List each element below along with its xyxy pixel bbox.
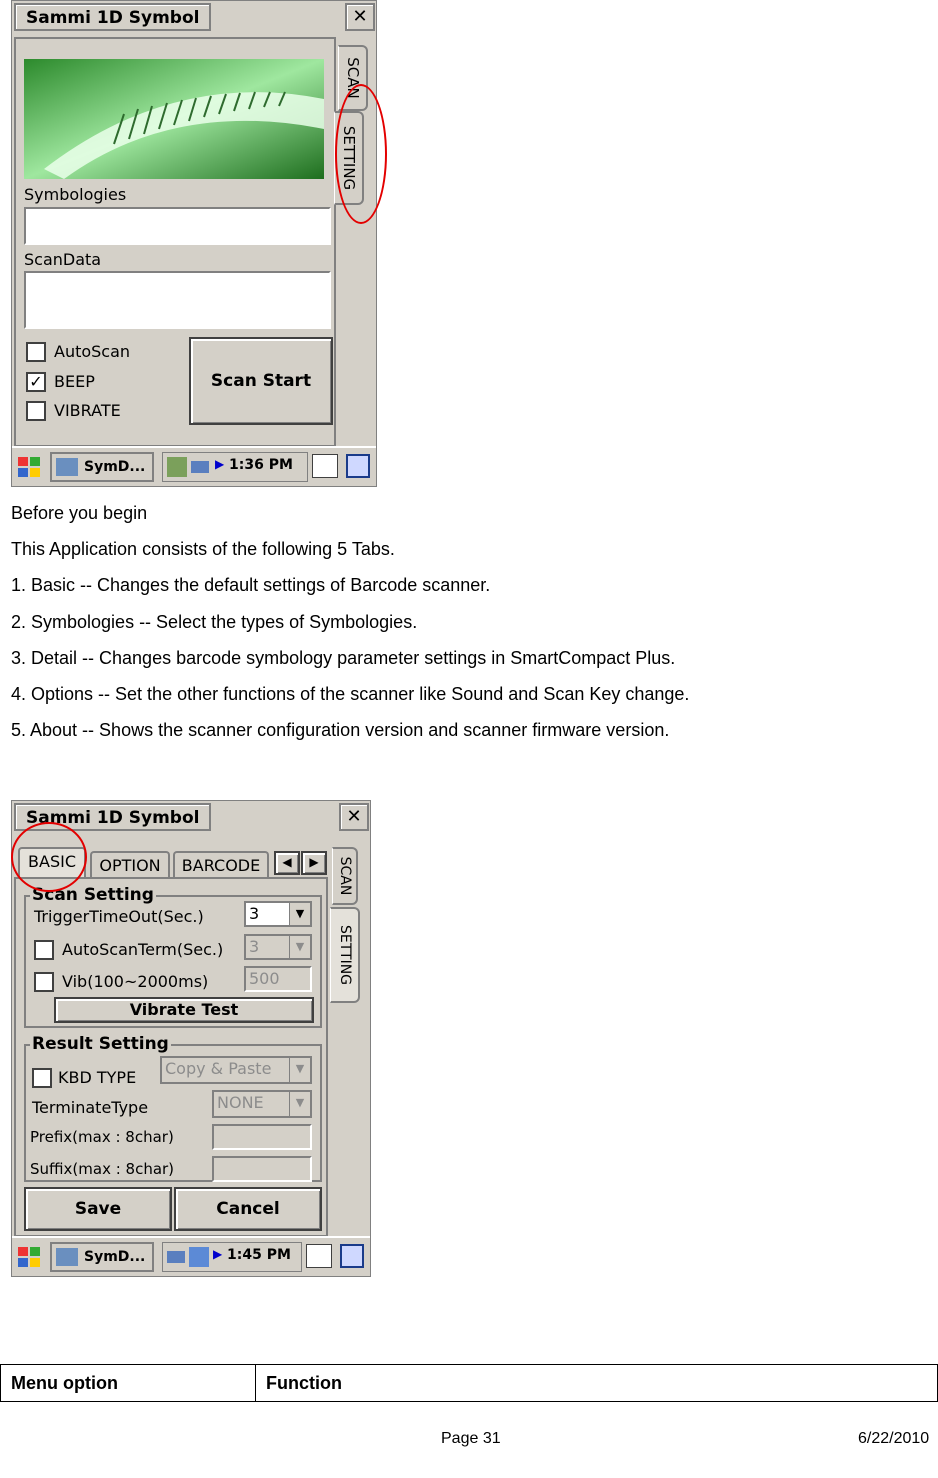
tab-setting-label: SETTING	[336, 924, 353, 986]
start-icon[interactable]	[16, 454, 42, 480]
tray-area	[162, 452, 308, 482]
intro-item: 3. Detail -- Changes barcode symbology parameter settings in SmartCompact Plus.	[11, 648, 676, 668]
taskbar	[12, 446, 376, 486]
suffix-label: Suffix(max : 8char)	[30, 1160, 175, 1178]
page-number: Page 31	[441, 1430, 501, 1447]
result-setting-group	[24, 1034, 322, 1182]
start-icon[interactable]	[16, 1244, 42, 1270]
tab-scan-label: SCAN	[336, 856, 353, 896]
beep-checkbox[interactable]: ✓	[26, 372, 46, 392]
suffix-field	[212, 1156, 312, 1182]
tab-scan-label: SCAN	[343, 57, 362, 99]
autoscan-term-checkbox[interactable]	[34, 940, 54, 960]
tab-barcode[interactable]: BARCODE	[173, 851, 269, 877]
close-button[interactable]: ✕	[339, 803, 369, 831]
tray-arrow-icon[interactable]: ▶	[215, 457, 225, 471]
taskbar-time: 1:36 PM	[229, 457, 293, 473]
menu-option-header: Menu option	[1, 1365, 256, 1402]
result-setting-title: Result Setting	[32, 1034, 169, 1054]
scandata-label: ScanData	[24, 250, 102, 269]
chevron-down-icon: ▼	[289, 903, 310, 925]
close-button[interactable]: ✕	[345, 3, 375, 31]
autoscan-term-value: 3	[249, 937, 260, 956]
taskbar-app-label: SymD...	[84, 1249, 146, 1265]
tray-network-icon[interactable]	[167, 457, 187, 477]
tab-basic[interactable]: BASIC	[18, 847, 86, 877]
chevron-down-icon: ▼	[289, 1092, 310, 1116]
scan-setting-group	[24, 885, 322, 1028]
kbd-type-checkbox[interactable]	[32, 1068, 52, 1088]
symbologies-label: Symbologies	[24, 185, 127, 204]
vib-value: 500	[249, 969, 280, 988]
vibrate-checkbox[interactable]	[26, 401, 46, 421]
scan-setting-title: Scan Setting	[32, 885, 154, 905]
taskbar	[12, 1236, 370, 1276]
document-date: 6/22/2010	[858, 1430, 930, 1447]
taskbar-app-label: SymD...	[84, 459, 146, 475]
vibrate-test-button[interactable]: Vibrate Test	[54, 997, 314, 1023]
terminate-type-label: TerminateType	[32, 1098, 149, 1117]
pen-input-icon[interactable]	[312, 454, 338, 478]
screenshot-scan-window	[11, 0, 377, 487]
vib-field	[244, 966, 312, 992]
trigger-timeout-label: TriggerTimeOut(Sec.)	[34, 907, 204, 926]
content-panel	[14, 37, 336, 447]
trigger-timeout-value: 3	[249, 904, 260, 923]
function-header: Function	[256, 1365, 938, 1402]
basic-panel	[14, 877, 328, 1237]
tray-area	[162, 1242, 302, 1272]
annotation-circle-basic	[11, 822, 87, 892]
scandata-field[interactable]	[24, 271, 331, 329]
autoscan-term-select	[244, 934, 312, 960]
intro-item: 4. Options -- Set the other functions of the scanner like Sound and Scan Key change.	[11, 684, 690, 704]
autoscan-checkbox[interactable]	[26, 342, 46, 362]
title-bar	[12, 1, 376, 33]
trigger-timeout-select[interactable]	[244, 901, 312, 927]
taskbar-time: 1:45 PM	[227, 1247, 291, 1263]
app-icon	[56, 458, 78, 476]
taskbar-app-button[interactable]	[50, 452, 154, 482]
tray-usb-icon[interactable]	[167, 1251, 185, 1263]
kbd-type-label: KBD TYPE	[58, 1068, 137, 1087]
beep-label: BEEP	[54, 372, 95, 391]
prefix-field	[212, 1124, 312, 1150]
kbd-type-value: Copy & Paste	[165, 1059, 272, 1078]
vibrate-label: VIBRATE	[54, 401, 121, 420]
autoscan-term-label: AutoScanTerm(Sec.)	[62, 940, 224, 959]
vib-label: Vib(100~2000ms)	[62, 972, 209, 991]
symbologies-field[interactable]	[24, 207, 331, 245]
tab-option[interactable]: OPTION	[90, 851, 170, 877]
autoscan-label: AutoScan	[54, 342, 131, 361]
intro-heading: Before you begin	[11, 503, 148, 523]
tab-scroll-left-button[interactable]: ◀	[274, 851, 300, 875]
terminate-type-value: NONE	[217, 1093, 264, 1112]
tab-setting[interactable]	[330, 907, 360, 1003]
table-header-row	[1, 1365, 938, 1402]
terminate-type-select	[212, 1090, 312, 1118]
window-title: Sammi 1D Symbol	[14, 3, 211, 31]
tray-network-icon[interactable]	[189, 1247, 209, 1267]
prefix-label: Prefix(max : 8char)	[30, 1128, 174, 1146]
tab-scroll-right-button[interactable]: ▶	[301, 851, 327, 875]
window-title: Sammi 1D Symbol	[14, 803, 211, 831]
kbd-type-select	[160, 1056, 312, 1084]
intro-item: 1. Basic -- Changes the default settings of Barcode scanner.	[11, 575, 491, 595]
intro-item: 5. About -- Shows the scanner configuration version and scanner firmware version.	[11, 720, 670, 740]
taskbar-app-button[interactable]	[50, 1242, 154, 1272]
chevron-down-icon: ▼	[289, 1058, 310, 1082]
intro-item: 2. Symbologies -- Select the types of Symbologies.	[11, 612, 418, 632]
tray-arrow-icon[interactable]: ▶	[213, 1247, 223, 1261]
app-icon	[56, 1248, 78, 1266]
scan-start-button[interactable]: Scan Start	[189, 337, 333, 425]
cancel-button[interactable]: Cancel	[174, 1187, 322, 1231]
window-switch-icon[interactable]	[340, 1244, 364, 1268]
barcode-banner-image	[24, 59, 324, 179]
chevron-down-icon: ▼	[289, 936, 310, 958]
vib-checkbox[interactable]	[34, 972, 54, 992]
pen-input-icon[interactable]	[306, 1244, 332, 1268]
save-button[interactable]: Save	[24, 1187, 172, 1231]
tab-scan[interactable]	[332, 847, 358, 905]
tray-usb-icon[interactable]	[191, 461, 209, 473]
intro-summary: This Application consists of the following 5 Tabs.	[11, 539, 395, 559]
tab-setting-label: SETTING	[339, 125, 358, 191]
menu-option-table	[0, 1364, 938, 1402]
window-switch-icon[interactable]	[346, 454, 370, 478]
annotation-circle-setting	[335, 84, 387, 224]
